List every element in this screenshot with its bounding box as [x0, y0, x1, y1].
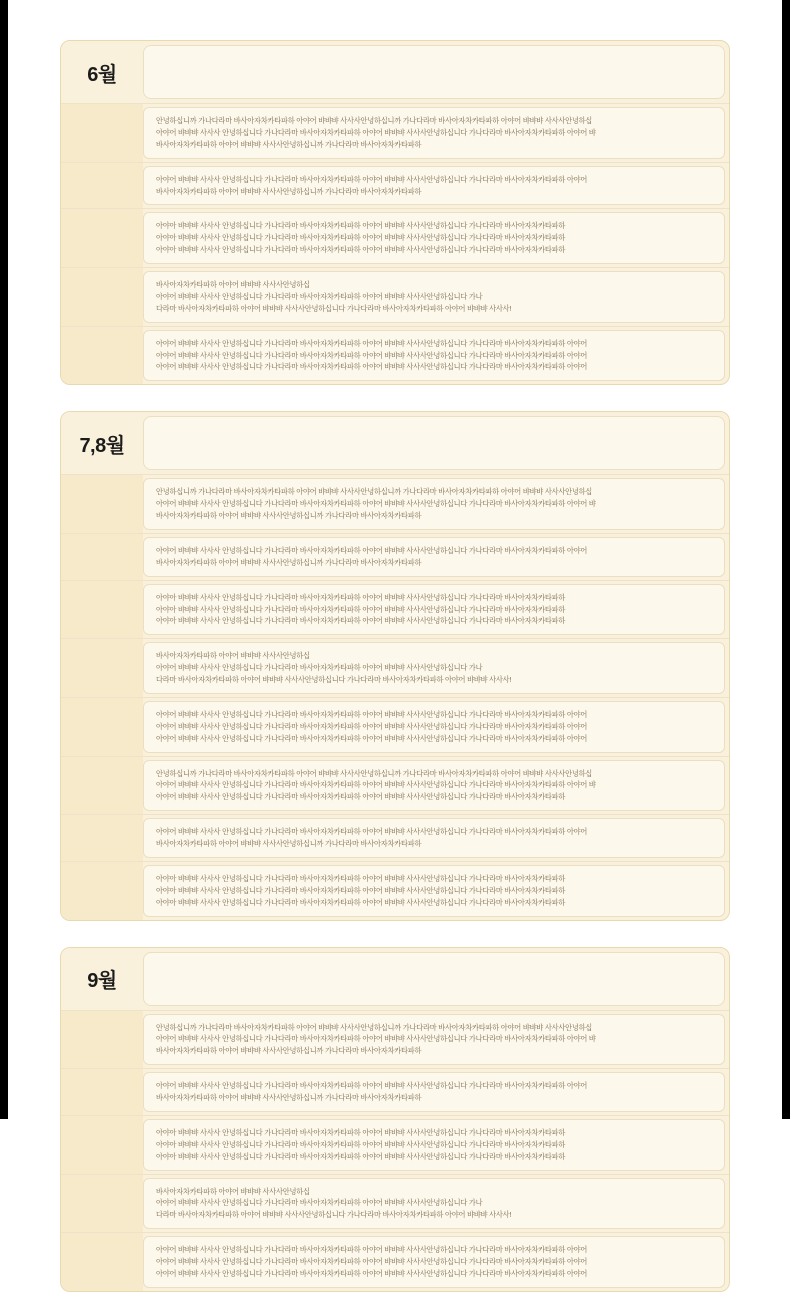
row-label-cell [61, 327, 143, 385]
row-text-line: 아야어 뱌뱌뱌 사사사 안녕하십니다 가나다라마 바사아자차카타파하 아야어 뱌뱌뱌 사사사안녕하십니다 가나다라마 바사아자차카타파하 아야어 [156, 827, 588, 837]
row-text-line: 아야어 뱌뱌뱌 사사사 안녕하십니다 가나다라마 바사아자차카타파하 아야어 뱌뱌뱌 사사사안녕하십니다 가나다라마 바사아자차카타파하 아야어 [156, 1245, 588, 1255]
row-text-line: 아야어 뱌뱌뱌 사사사 안녕하십니다 가나다라마 바사아자차카타파하 아야어 뱌뱌뱌 사사사안녕하십니다 가나 [156, 1198, 483, 1208]
row-label-cell [61, 639, 143, 697]
table-row [61, 533, 729, 580]
row-text-line: 아야아 뱌뱌뱌 사사사 안녕하십니다 가나다라마 바사아자차카타파하 아야어 뱌뱌뱌 사사사안녕하십니다 가나다라마 바사아자차카타파하 [156, 245, 566, 255]
row-text-line: 아야아 뱌뱌뱌 사사사 안녕하십니다 가나다라마 바사아자차카타파하 아야어 뱌뱌뱌 사사사안녕하십니다 가나다라마 바사아자차카타파하 [156, 233, 566, 243]
row-label-cell [61, 581, 143, 639]
row-content-cell [143, 212, 725, 264]
table-row [61, 638, 729, 697]
table-row [61, 814, 729, 861]
table-row [61, 1232, 729, 1291]
row-text-line: 다라마 바사아자차카타파하 아야어 뱌뱌뱌 사사사안녕하십니다 가나다라마 바사아자차카타파하 아야어 뱌뱌뱌 사사사! [156, 675, 512, 684]
row-content-cell [143, 818, 725, 858]
row-content-cell [143, 1072, 725, 1112]
row-label-cell [61, 163, 143, 209]
header-body-panel [143, 45, 725, 99]
row-content-cell [143, 642, 725, 694]
table-row [61, 756, 729, 815]
row-text-line: 아야어 뱌뱌뱌 사사사 안녕하십니다 가나다라마 바사아자차카타파하 아야어 뱌뱌뱌 사사사안녕하십니다 가나다라마 바사아자차카타파하 아야어 [156, 733, 588, 743]
row-label-cell [61, 534, 143, 580]
row-content-cell [143, 584, 725, 636]
table-row [61, 1115, 729, 1174]
row-text-line: 바사아자차카타파하 아야어 뱌뱌뱌 사사사안녕하십니까 가나다라마 바사아자차카타파하 [156, 1046, 422, 1056]
row-text-line: 바사아자차카타파하 아야어 뱌뱌뱌 사사사안녕하십니까 가나다라마 바사아자차카타파하 [156, 186, 422, 196]
row-text-line: 바사아자차카타파하 아야어 뱌뱌뱌 사사사안녕하십 [156, 280, 310, 289]
row-text-line: 아야어 뱌뱌뱌 사사사 안녕하십니다 가나다라마 바사아자차카타파하 아야어 뱌뱌뱌 사사사안녕하십니다 가나다라마 바사아자차카타파하 아야어 [156, 350, 588, 360]
row-text-line: 다라마 바사아자차카타파하 아야어 뱌뱌뱌 사사사안녕하십니다 가나다라마 바사아자차카타파하 아야어 뱌뱌뱌 사사사! [156, 1210, 512, 1220]
row-text-line: 안녕하십니까 가나다라마 바사아자차카타파하 아야어 뱌뱌뱌 사사사안녕하십니까 가나다라마 바사아자차카타파하 아야어 뱌뱌뱌 사사사안녕하십 [156, 768, 593, 778]
row-label-cell [61, 1011, 143, 1069]
table-row [61, 580, 729, 639]
row-text-line: 바사아자차카타파하 아야어 뱌뱌뱌 사사사안녕하십니까 가나다라마 바사아자차카타파하 [156, 1093, 422, 1102]
row-label-cell [61, 1116, 143, 1174]
row-content-cell [143, 1178, 725, 1230]
table-row [61, 162, 729, 209]
row-text-line: 아야아 뱌뱌뱌 사사사 안녕하십니다 가나다라마 바사아자차카타파하 아야어 뱌뱌뱌 사사사안녕하십니다 가나다라마 바사아자차카타파하 [156, 897, 566, 907]
row-text-line: 아야아 뱌뱌뱌 사사사 안녕하십니다 가나다라마 바사아자차카타파하 아야어 뱌뱌뱌 사사사안녕하십니다 가나다라마 바사아자차카타파하 [156, 1151, 566, 1161]
month-label: 9월 [61, 948, 143, 1010]
row-text-line: 다라마 바사아자차카타파하 아야어 뱌뱌뱌 사사사안녕하십니다 가나다라마 바사아자차카타파하 아야어 뱌뱌뱌 사사사! [156, 303, 512, 313]
row-text-line: 아야어 뱌뱌뱌 사사사 안녕하십니다 가나다라마 바사아자차카타파하 아야어 뱌뱌뱌 사사사안녕하십니다 가나다라마 바사아자차카타파하 아야어 뱌 [156, 127, 596, 137]
row-text-line: 아야어 뱌뱌뱌 사사사 안녕하십니다 가나다라마 바사아자차카타파하 아야어 뱌뱌뱌 사사사안녕하십니다 가나다라마 바사아자차카타파하 아야어 [156, 338, 588, 348]
table-row [61, 1010, 729, 1069]
row-text-line: 안녕하십니까 가나다라마 바사아자차카타파하 아야어 뱌뱌뱌 사사사안녕하십니까 가나다라마 바사아자차카타파하 아야어 뱌뱌뱌 사사사안녕하십 [156, 1022, 593, 1032]
row-content-cell [143, 107, 725, 159]
header-body-panel [143, 416, 725, 470]
row-content-cell [143, 478, 725, 530]
month-label: 7,8월 [61, 412, 143, 474]
row-label-cell [61, 862, 143, 920]
page-right-border [782, 0, 790, 1119]
row-text-line: 아야어 뱌뱌뱌 사사사 안녕하십니다 가나다라마 바사아자차카타파하 아야어 뱌뱌뱌 사사사안녕하십니다 가나다라마 바사아자차카타파하 아야어 뱌 [156, 780, 596, 790]
row-content-cell [143, 330, 725, 382]
row-text-line: 아야어 뱌뱌뱌 사사사 안녕하십니다 가나다라마 바사아자차카타파하 아야어 뱌뱌뱌 사사사안녕하십니다 가나다라마 바사아자차카타파하 아야어 뱌 [156, 1034, 596, 1044]
row-text-line: 아야어 뱌뱌뱌 사사사 안녕하십니다 가나다라마 바사아자차카타파하 아야어 뱌뱌뱌 사사사안녕하십니다 가나다라마 바사아자차카타파하 [156, 792, 566, 802]
table-row [61, 267, 729, 326]
row-content-cell [143, 865, 725, 917]
row-text-line: 바사아자차카타파하 아야어 뱌뱌뱌 사사사안녕하십니까 가나다라마 바사아자차카타파하 [156, 511, 422, 520]
row-text-line: 아야어 뱌뱌뱌 사사사 안녕하십니다 가나다라마 바사아자차카타파하 아야어 뱌뱌뱌 사사사안녕하십니다 가나 [156, 663, 483, 673]
row-label-cell [61, 1069, 143, 1115]
row-text-line: 아야아 뱌뱌뱌 사사사 안녕하십니다 가나다라마 바사아자차카타파하 아야어 뱌뱌뱌 사사사안녕하십니다 가나다라마 바사아자차카타파하 [156, 616, 566, 626]
table-row [61, 326, 729, 385]
row-content-cell [143, 760, 725, 812]
row-label-cell [61, 1233, 143, 1291]
row-text-line: 아야어 뱌뱌뱌 사사사 안녕하십니다 가나다라마 바사아자차카타파하 아야어 뱌뱌뱌 사사사안녕하십니다 가나다라마 바사아자차카타파하 아야어 [156, 709, 588, 719]
month-section [60, 411, 730, 920]
row-text-line: 아야어 뱌뱌뱌 사사사 안녕하십니다 가나다라마 바사아자차카타파하 아야어 뱌뱌뱌 사사사안녕하십니다 가나다라마 바사아자차카타파하 아야어 [156, 174, 588, 184]
row-text-line: 바사아자차카타파하 아야어 뱌뱌뱌 사사사안녕하십 [156, 1186, 310, 1196]
row-text-line: 아야아 뱌뱌뱌 사사사 안녕하십니다 가나다라마 바사아자차카타파하 아야어 뱌뱌뱌 사사사안녕하십니다 가나다라마 바사아자차카타파하 [156, 1139, 566, 1149]
table-row [61, 861, 729, 920]
row-text-line: 아야아 뱌뱌뱌 사사사 안녕하십니다 가나다라마 바사아자차카타파하 아야어 뱌뱌뱌 사사사안녕하십니다 가나다라마 바사아자차카타파하 [156, 1127, 566, 1137]
table-row [61, 103, 729, 162]
row-text-line: 아야어 뱌뱌뱌 사사사 안녕하십니다 가나다라마 바사아자차카타파하 아야어 뱌뱌뱌 사사사안녕하십니다 가나다라마 바사아자차카타파하 아야어 [156, 362, 588, 372]
section-spacer [60, 939, 730, 947]
row-text-line: 아야아 뱌뱌뱌 사사사 안녕하십니다 가나다라마 바사아자차카타파하 아야어 뱌뱌뱌 사사사안녕하십니다 가나다라마 바사아자차카타파하 [156, 604, 566, 614]
row-label-cell [61, 475, 143, 533]
month-section [60, 947, 730, 1292]
row-text-line: 아야어 뱌뱌뱌 사사사 안녕하십니다 가나다라마 바사아자차카타파하 아야어 뱌뱌뱌 사사사안녕하십니다 가나다라마 바사아자차카타파하 아야어 [156, 1268, 588, 1278]
row-text-line: 바사아자차카타파하 아야어 뱌뱌뱌 사사사안녕하십니까 가나다라마 바사아자차카타파하 [156, 839, 422, 848]
row-content-cell [143, 1014, 725, 1066]
row-text-line: 바사아자차카타파하 아야어 뱌뱌뱌 사사사안녕하십 [156, 651, 310, 661]
row-text-line: 안녕하십니까 가나다라마 바사아자차카타파하 아야어 뱌뱌뱌 사사사안녕하십니까 가나다라마 바사아자차카타파하 아야어 뱌뱌뱌 사사사안녕하십 [156, 487, 593, 497]
row-content-cell [143, 1119, 725, 1171]
row-text-line: 아야아 뱌뱌뱌 사사사 안녕하십니다 가나다라마 바사아자차카타파하 아야어 뱌뱌뱌 사사사안녕하십니다 가나다라마 바사아자차카타파하 [156, 885, 566, 895]
row-label-cell [61, 209, 143, 267]
row-text-line: 아야어 뱌뱌뱌 사사사 안녕하십니다 가나다라마 바사아자차카타파하 아야어 뱌뱌뱌 사사사안녕하십니다 가나다라마 바사아자차카타파하 아야어 [156, 1081, 588, 1091]
table-row [61, 1174, 729, 1233]
month-label: 6월 [61, 41, 143, 103]
row-label-cell [61, 268, 143, 326]
section-header [61, 948, 729, 1010]
row-label-cell [61, 815, 143, 861]
table-row [61, 474, 729, 533]
row-content-cell [143, 271, 725, 323]
row-label-cell [61, 1175, 143, 1233]
row-text-line: 아야어 뱌뱌뱌 사사사 안녕하십니다 가나다라마 바사아자차카타파하 아야어 뱌뱌뱌 사사사안녕하십니다 가나 [156, 291, 483, 301]
row-text-line: 아야어 뱌뱌뱌 사사사 안녕하십니다 가나다라마 바사아자차카타파하 아야어 뱌뱌뱌 사사사안녕하십니다 가나다라마 바사아자차카타파하 아야어 [156, 1257, 588, 1266]
section-header [61, 412, 729, 474]
row-text-line: 아야어 뱌뱌뱌 사사사 안녕하십니다 가나다라마 바사아자차카타파하 아야어 뱌뱌뱌 사사사안녕하십니다 가나다라마 바사아자차카타파하 아야어 [156, 545, 588, 555]
month-section [60, 40, 730, 385]
row-content-cell [143, 701, 725, 753]
row-text-line: 아야아 뱌뱌뱌 사사사 안녕하십니다 가나다라마 바사아자차카타파하 아야어 뱌뱌뱌 사사사안녕하십니다 가나다라마 바사아자차카타파하 [156, 873, 566, 883]
row-label-cell [61, 104, 143, 162]
row-text-line: 바사아자차카타파하 아야어 뱌뱌뱌 사사사안녕하십니까 가나다라마 바사아자차카타파하 [156, 557, 422, 567]
row-text-line: 아야아 뱌뱌뱌 사사사 안녕하십니다 가나다라마 바사아자차카타파하 아야어 뱌뱌뱌 사사사안녕하십니다 가나다라마 바사아자차카타파하 [156, 221, 566, 231]
page-left-border [0, 0, 8, 1119]
section-header [61, 41, 729, 103]
row-text-line: 아야아 뱌뱌뱌 사사사 안녕하십니다 가나다라마 바사아자차카타파하 아야어 뱌뱌뱌 사사사안녕하십니다 가나다라마 바사아자차카타파하 [156, 592, 566, 602]
row-content-cell [143, 166, 725, 206]
table-row [61, 208, 729, 267]
row-content-cell [143, 537, 725, 577]
header-body-panel [143, 952, 725, 1006]
row-text-line: 아야어 뱌뱌뱌 사사사 안녕하십니다 가나다라마 바사아자차카타파하 아야어 뱌뱌뱌 사사사안녕하십니다 가나다라마 바사아자차카타파하 아야어 뱌 [156, 499, 596, 509]
table-row [61, 1068, 729, 1115]
row-text-line: 안녕하십니까 가나다라마 바사아자차카타파하 아야어 뱌뱌뱌 사사사안녕하십니까 가나다라마 바사아자차카타파하 아야어 뱌뱌뱌 사사사안녕하십 [156, 116, 593, 125]
table-row [61, 697, 729, 756]
row-text-line: 바사아자차카타파하 아야어 뱌뱌뱌 사사사안녕하십니까 가나다라마 바사아자차카타파하 [156, 139, 422, 149]
row-label-cell [61, 757, 143, 815]
row-content-cell [143, 1236, 725, 1288]
row-text-line: 아야어 뱌뱌뱌 사사사 안녕하십니다 가나다라마 바사아자차카타파하 아야어 뱌뱌뱌 사사사안녕하십니다 가나다라마 바사아자차카타파하 아야어 [156, 721, 588, 731]
row-label-cell [61, 698, 143, 756]
section-spacer [60, 403, 730, 411]
